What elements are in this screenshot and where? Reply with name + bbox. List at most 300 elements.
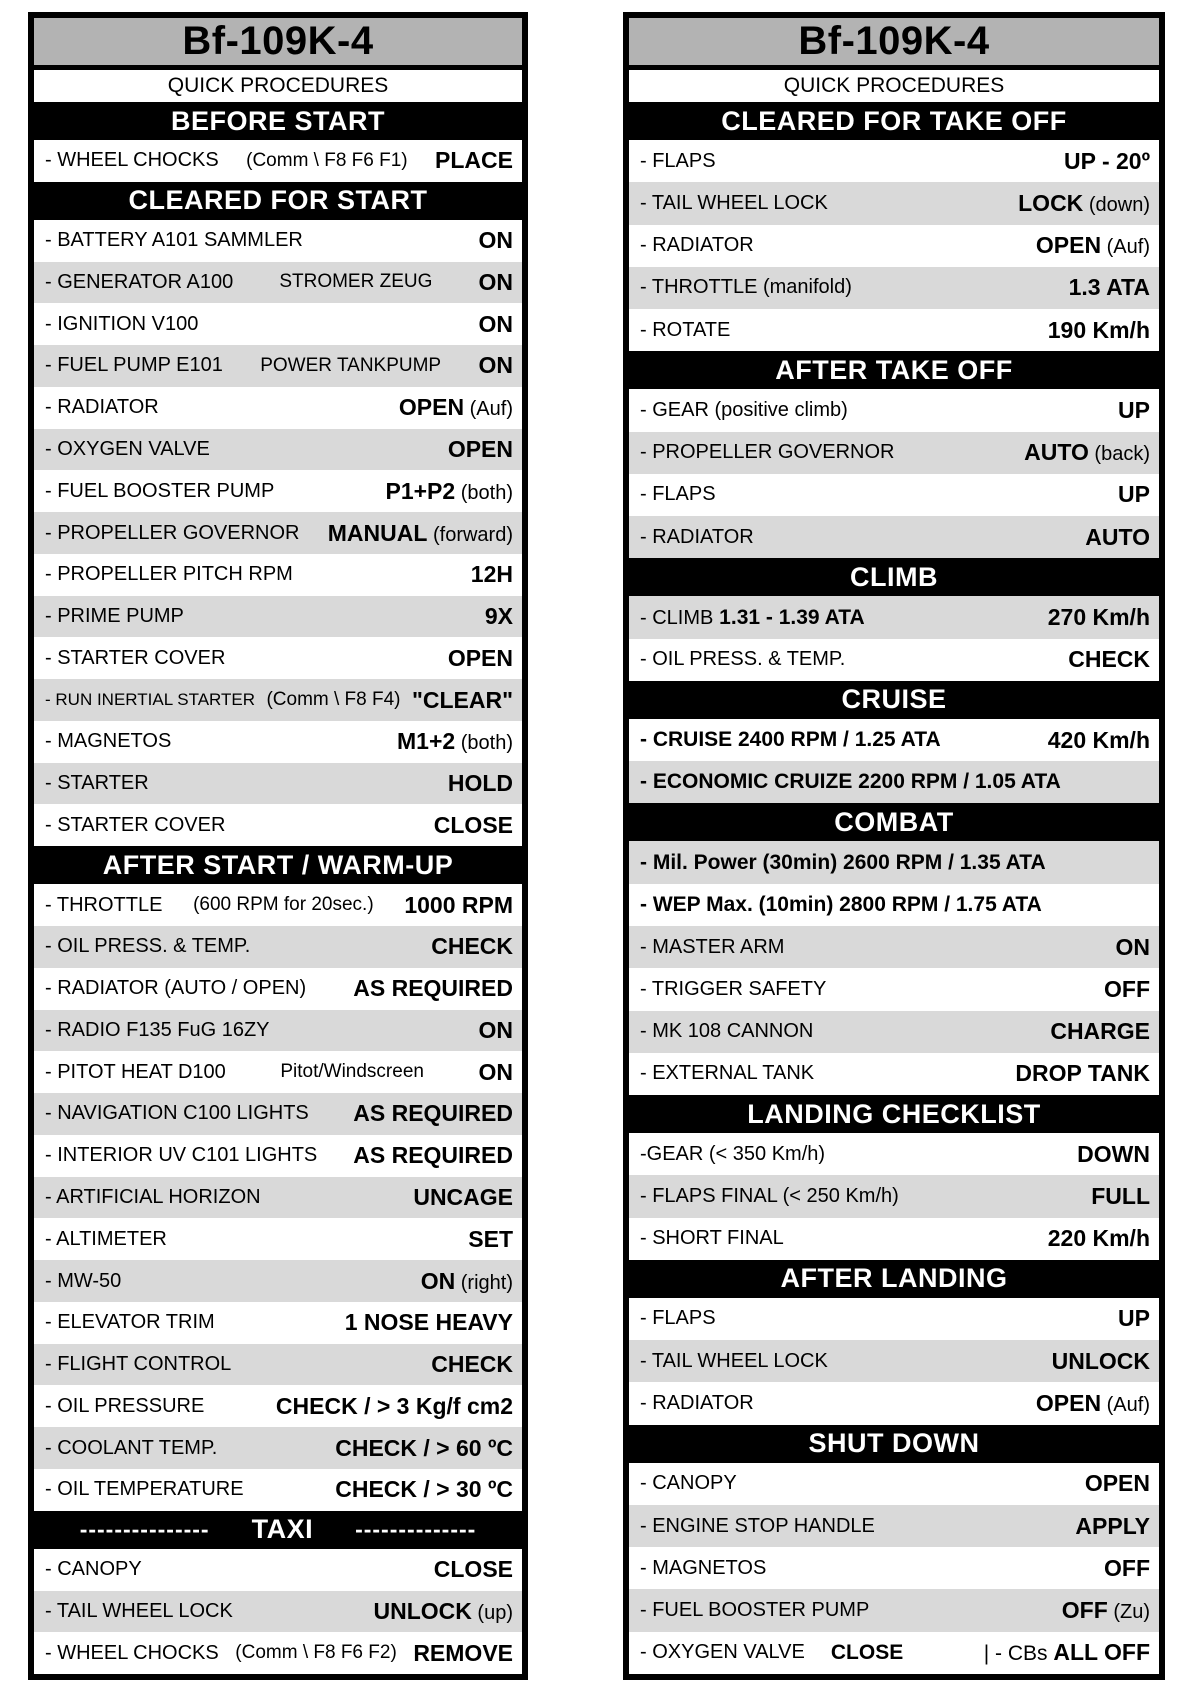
row-item-label: - FUEL PUMP E101 [45, 354, 223, 377]
row-item-label: - PROPELLER GOVERNOR [45, 521, 300, 544]
row-item-value [479, 311, 514, 338]
row-item-label: - SHORT FINAL [640, 1227, 784, 1250]
row-item-label: - OIL PRESS. & TEMP. [45, 935, 251, 958]
checklist-row [34, 554, 522, 596]
row-item-label: - ENGINE STOP HANDLE [640, 1514, 875, 1537]
row-item-value [413, 1640, 513, 1667]
row-item-mid: (Comm \ F8 F6 F1) [246, 149, 408, 171]
row-item-label: - RADIATOR [45, 396, 159, 419]
row-item-label: - FLAPS [640, 1307, 716, 1330]
row-item-value [421, 1268, 513, 1295]
checklist-row [629, 182, 1159, 224]
row-item-value-main: OPEN [1035, 1390, 1102, 1416]
row-item-label: - PROPELLER PITCH RPM [45, 563, 293, 586]
checklist-row [34, 763, 522, 805]
row-item-label: - OIL PRESSURE [45, 1394, 205, 1417]
checklist-row [629, 389, 1159, 431]
section-header-label: CLIMB [850, 561, 938, 592]
section-header [629, 681, 1159, 719]
row-item-value-main: P1+P2 [385, 477, 456, 504]
row-item-value [1048, 727, 1150, 754]
checklist-row [34, 429, 522, 471]
row-item-value-main: ON [478, 1016, 513, 1043]
section-header [34, 182, 522, 220]
row-item-mid [805, 1641, 984, 1665]
checklist-row [34, 140, 522, 182]
checklist-row [629, 267, 1159, 309]
row-item-value-main: 270 Km/h [1047, 604, 1150, 631]
row-item-value [471, 561, 513, 588]
checklist-row [629, 1589, 1159, 1631]
row-item-value [468, 1226, 513, 1253]
row-item-value [479, 269, 514, 296]
row-item-label: - CLIMB 1.31 - 1.39 ATA [640, 605, 865, 629]
section-header [629, 803, 1159, 841]
checklist-row [34, 470, 522, 512]
row-item-value-main: SET [468, 1225, 513, 1252]
row-item-value-main: OFF [1104, 1554, 1150, 1581]
checklist-row [629, 1218, 1159, 1260]
section-header [34, 846, 522, 884]
row-item-mid-bold: CLOSE [830, 1640, 904, 1664]
section-header [34, 1511, 522, 1549]
section-header-label: LANDING CHECKLIST [747, 1098, 1041, 1129]
row-item-label-bold: - WEP Max. (10min) 2800 RPM / 1.75 ATA [640, 892, 1042, 916]
row-item-value [1091, 1183, 1150, 1210]
card-subtitle: QUICK PROCEDURES [34, 70, 522, 102]
row-item-value [397, 728, 513, 755]
row-item-value [1052, 1348, 1150, 1375]
row-item-value [1018, 190, 1150, 217]
row-item-value [1116, 934, 1151, 961]
checklist-row [629, 1133, 1159, 1175]
row-item-value-note: (forward) [427, 523, 513, 546]
row-item-label: - NAVIGATION C100 LIGHTS [45, 1102, 309, 1125]
row-item-value [399, 394, 513, 421]
checklist-row [34, 262, 522, 304]
row-item-mid: POWER TANKPUMP [260, 354, 442, 376]
row-item-label: - MASTER ARM [640, 935, 785, 958]
row-item-value [479, 352, 514, 379]
checklist-row [629, 1011, 1159, 1053]
row-item-value [1104, 976, 1150, 1003]
section-header [629, 102, 1159, 140]
row-item-value [448, 436, 513, 463]
checklist-row [34, 596, 522, 638]
checklist-row [629, 1463, 1159, 1505]
section-header-label: COMBAT [834, 806, 954, 837]
row-item-value-main: REMOVE [413, 1639, 513, 1666]
row-item-value-main: ON [478, 1058, 513, 1085]
card-title: Bf-109K-4 [629, 18, 1159, 70]
row-item-value-main: 220 Km/h [1047, 1225, 1150, 1252]
checklist-row [629, 309, 1159, 351]
row-item-value-main: ALL OFF [1053, 1639, 1150, 1666]
checklist-row [34, 345, 522, 387]
checklist-row [629, 761, 1159, 803]
section-header [34, 102, 522, 140]
checklist-row [34, 1549, 522, 1591]
row-item-label: - OIL TEMPERATURE [45, 1478, 244, 1501]
row-item-label: - ALTIMETER [45, 1227, 167, 1250]
row-item-value-main: UP - 20º [1064, 147, 1150, 174]
row-item-value [1015, 1060, 1150, 1087]
row-item-label: - EXTERNAL TANK [640, 1062, 815, 1085]
row-item-value-note: (back) [1088, 443, 1150, 466]
checklist-row [629, 516, 1159, 558]
row-item-label [640, 851, 1046, 875]
row-item-label: - STARTER COVER [45, 813, 226, 836]
checklist-row [34, 1260, 522, 1302]
row-item-value-main: UNLOCK [373, 1597, 472, 1624]
row-item-label: - FLAPS [640, 483, 716, 506]
section-header [629, 558, 1159, 596]
row-item-label: - STARTER [45, 772, 149, 795]
row-item-value-main: 9X [484, 603, 513, 630]
section-header [629, 351, 1159, 389]
row-item-value-main: 1000 RPM [404, 891, 513, 918]
row-item-label: - RADIATOR [640, 1392, 754, 1414]
row-item-value-main: OPEN [447, 644, 513, 671]
row-item-value-main: CLOSE [433, 1556, 513, 1583]
row-item-label: - FUEL BOOSTER PUMP [640, 1599, 870, 1622]
checklist-row [34, 303, 522, 345]
row-item-value-main: AUTO [1024, 439, 1089, 466]
row-item-label: - TAIL WHEEL LOCK [640, 191, 828, 214]
row-item-label: - RUN INERTIAL STARTER [45, 690, 256, 710]
row-item-label: - RADIO F135 FuG 16ZY [45, 1018, 270, 1041]
row-item-value [353, 1142, 513, 1169]
row-item-value-note: (both) [455, 732, 513, 755]
checklist-row [34, 1218, 522, 1260]
checklist-row [34, 1344, 522, 1386]
row-item-value-main: FULL [1091, 1182, 1150, 1209]
checklist-row [34, 679, 522, 721]
section-header [629, 1260, 1159, 1298]
section-header-label: CLEARED FOR TAKE OFF [721, 105, 1067, 136]
checklist-row [629, 968, 1159, 1010]
row-item-value [385, 478, 513, 505]
checklist-row [34, 1302, 522, 1344]
row-item-label-bold: 1.31 - 1.39 ATA [713, 605, 865, 629]
row-item-value [1048, 604, 1150, 631]
row-item-value [1036, 1390, 1150, 1417]
row-item-label-bold: - Mil. Power (30min) 2600 RPM / 1.35 ATA [640, 850, 1046, 874]
row-item-label: - PRIME PUMP [45, 605, 184, 628]
checklist-row [629, 1053, 1159, 1095]
row-item-label: - OXYGEN VALVE [45, 437, 210, 460]
row-item-value-main: CHARGE [1050, 1018, 1150, 1045]
row-item-value [1085, 1470, 1150, 1497]
row-item-value-note: (Auf) [1101, 236, 1150, 259]
row-item-label: - ROTATE [640, 318, 731, 341]
row-item-value [479, 1017, 514, 1044]
row-item-value-note: (up) [471, 1601, 513, 1624]
row-item-value [276, 1393, 513, 1420]
row-item-value [1062, 1597, 1150, 1624]
checklist-row [34, 884, 522, 926]
row-item-value-main: CLOSE [433, 811, 513, 838]
row-item-label: - GENERATOR A100 [45, 270, 234, 293]
checklist-row [629, 474, 1159, 516]
checklist-row [629, 1382, 1159, 1424]
row-item-value-main: ON [478, 268, 513, 295]
row-item-label [640, 770, 1061, 794]
checklist-row [629, 1632, 1159, 1674]
row-item-value-prefix: | - CBs [983, 1642, 1054, 1666]
card-subtitle: QUICK PROCEDURES [629, 70, 1159, 102]
row-item-mid: STROMER ZEUG [279, 271, 433, 293]
row-item-label [640, 893, 1042, 917]
row-item-value [1064, 148, 1150, 175]
checklist-row [34, 1591, 522, 1633]
row-item-label: - FLAPS [640, 149, 716, 172]
checklist-card-left [28, 12, 528, 1680]
checklist-card-right [623, 12, 1165, 1680]
section-header [629, 1095, 1159, 1133]
section-header-label: CRUISE [841, 684, 947, 715]
row-item-value-main: OPEN [1084, 1470, 1150, 1497]
row-item-value [335, 1435, 513, 1462]
checklist-row [629, 639, 1159, 681]
checklist-row [34, 637, 522, 679]
checklist-row [629, 225, 1159, 267]
row-item-label: - FUEL BOOSTER PUMP [45, 479, 275, 502]
checklist-row [629, 1298, 1159, 1340]
row-item-label: - GEAR (positive climb) [640, 398, 848, 421]
row-item-value-note: (both) [455, 481, 513, 504]
checklist-row [629, 1175, 1159, 1217]
checklist-row [629, 841, 1159, 883]
row-item-label: - FLIGHT CONTROL [45, 1353, 232, 1376]
row-item-label: - PROPELLER GOVERNOR [640, 441, 895, 464]
section-header-label: SHUT DOWN [808, 1428, 980, 1459]
checklist-row [629, 1505, 1159, 1547]
checklist-row [629, 596, 1159, 638]
row-item-value [353, 1100, 513, 1127]
row-item-value-main: 12H [470, 561, 513, 588]
row-item-value-main: ON [478, 310, 513, 337]
row-item-value-main: 1 NOSE HEAVY [344, 1309, 513, 1336]
row-item-label: - THROTTLE [45, 893, 163, 916]
row-item-label: - BATTERY A101 SAMMLER [45, 229, 303, 252]
row-item-value [1118, 481, 1150, 508]
row-item-label: - OXYGEN VALVE [640, 1641, 805, 1664]
row-item-value-main: M1+2 [397, 728, 456, 755]
row-item-value [373, 1598, 513, 1625]
row-item-label-bold: - CRUISE 2400 RPM / 1.25 ATA [640, 728, 941, 752]
checklist-row [629, 140, 1159, 182]
row-item-value-note: (right) [455, 1271, 513, 1294]
row-item-value-main: ON [478, 352, 513, 379]
row-item-value-main: UP [1118, 1305, 1150, 1332]
section-header-label: BEFORE START [171, 105, 385, 136]
row-item-value-main: DROP TANK [1015, 1060, 1150, 1087]
row-item-value [1075, 1513, 1150, 1540]
row-item-label: - TAIL WHEEL LOCK [45, 1599, 233, 1622]
row-item-value-main: CHECK / > 30 ºC [335, 1476, 513, 1503]
header-dashes-right: -------------- [355, 1516, 477, 1543]
row-item-value-main: MANUAL [327, 519, 428, 546]
row-item-value-main: "CLEAR" [411, 686, 513, 713]
row-item-label-bold: - ECONOMIC CRUIZE 2200 RPM / 1.05 ATA [640, 770, 1061, 794]
row-item-value-main: 190 Km/h [1047, 316, 1150, 343]
row-item-label: - MW-50 [45, 1269, 122, 1292]
row-item-value [353, 975, 513, 1002]
row-item-value [448, 645, 513, 672]
row-item-value [1104, 1555, 1150, 1582]
row-item-label: - INTERIOR UV C101 LIGHTS [45, 1144, 318, 1167]
row-item-label: - RADIATOR (AUTO / OPEN) [45, 977, 307, 1000]
row-item-value [434, 812, 513, 839]
row-item-value-main: OPEN [1035, 232, 1102, 259]
row-item-value [435, 147, 513, 174]
row-item-value-main: ON [1115, 933, 1150, 960]
row-item-value-main: CHECK [431, 933, 513, 960]
header-dashes-left: --------------- [79, 1516, 210, 1543]
checklist-row [629, 1547, 1159, 1589]
row-item-value [479, 1059, 514, 1086]
row-item-value [328, 520, 513, 547]
row-item-label: - CANOPY [45, 1558, 142, 1581]
checklist-row [34, 1469, 522, 1511]
row-item-label [640, 728, 941, 752]
row-item-value-main: OFF [1061, 1597, 1108, 1624]
section-header [629, 1425, 1159, 1463]
row-item-value-note: (down) [1083, 193, 1150, 216]
row-item-value [434, 1556, 513, 1583]
row-item-value [485, 603, 513, 630]
row-item-value-main: ON [478, 227, 513, 254]
section-header-label: TAXI [251, 1514, 314, 1545]
row-item-label: - RADIATOR [640, 525, 754, 548]
row-item-label: - ELEVATOR TRIM [45, 1311, 215, 1334]
row-item-value [431, 1351, 513, 1378]
row-item-value-main: DOWN [1077, 1140, 1150, 1167]
card-title: Bf-109K-4 [34, 18, 522, 70]
row-item-label: - TRIGGER SAFETY [640, 977, 827, 1000]
row-item-mid: (Comm \ F8 F4) [266, 689, 401, 711]
row-item-value-main: LOCK [1018, 189, 1084, 216]
checklist-row [34, 1135, 522, 1177]
row-item-value-main: AUTO [1085, 523, 1150, 550]
row-item-label: - CANOPY [640, 1472, 737, 1495]
row-item-value [1048, 317, 1150, 344]
checklist-row [34, 1177, 522, 1219]
row-item-value-main: CHECK [1068, 646, 1150, 673]
row-item-label: - MAGNETOS [640, 1556, 767, 1579]
row-item-mid: Pitot/Windscreen [280, 1061, 424, 1083]
row-item-value-note: (Zu) [1107, 1601, 1150, 1624]
checklist-row [34, 926, 522, 968]
checklist-row [629, 926, 1159, 968]
row-item-value-main: CHECK / > 60 ºC [335, 1434, 513, 1461]
checklist-row [629, 432, 1159, 474]
checklist-row [629, 719, 1159, 761]
row-item-label: - OIL PRESS. & TEMP. [640, 648, 846, 671]
row-item-value-main: OPEN [398, 394, 465, 421]
checklist-row [34, 1632, 522, 1674]
row-item-label: - ARTIFICIAL HORIZON [45, 1185, 261, 1208]
section-header-label: AFTER LANDING [780, 1263, 1008, 1294]
row-item-label: - THROTTLE (manifold) [640, 276, 852, 299]
row-item-label: - TAIL WHEEL LOCK [640, 1349, 828, 1372]
row-item-value-main: AS REQUIRED [353, 1142, 513, 1169]
checklist-row [34, 968, 522, 1010]
row-item-value [1068, 646, 1150, 673]
checklist-row [34, 1051, 522, 1093]
checklist-row [34, 220, 522, 262]
checklist-row [34, 721, 522, 763]
row-item-label: -GEAR (< 350 Km/h) [640, 1142, 826, 1165]
row-item-value-main: AS REQUIRED [353, 1100, 513, 1127]
row-item-value-main: CHECK [431, 1351, 513, 1378]
row-item-label: - PITOT HEAT D100 [45, 1060, 226, 1083]
row-item-value [1048, 1225, 1150, 1252]
row-item-value [1077, 1141, 1150, 1168]
checklist-row [34, 1093, 522, 1135]
row-item-value [1118, 397, 1150, 424]
checklist-row [34, 1427, 522, 1469]
section-header-label: AFTER TAKE OFF [775, 354, 1013, 385]
row-item-value-note: (Auf) [464, 398, 513, 421]
row-item-mid: (600 RPM for 20sec.) [193, 894, 374, 916]
row-item-label: - FLAPS FINAL (< 250 Km/h) [640, 1184, 899, 1207]
row-item-value [413, 1184, 513, 1211]
row-item-value [404, 892, 513, 919]
row-item-value-main: AS REQUIRED [353, 975, 513, 1002]
row-item-label: - MAGNETOS [45, 730, 172, 753]
row-item-mid: (Comm \ F8 F6 F2) [235, 1642, 397, 1664]
row-item-value [345, 1309, 513, 1336]
row-item-value-note: (Auf) [1101, 1394, 1150, 1416]
row-item-label: - COOLANT TEMP. [45, 1436, 218, 1459]
row-item-label: - WHEEL CHOCKS [45, 149, 219, 172]
row-item-value [479, 227, 514, 254]
row-item-value-main: OPEN [447, 435, 513, 462]
section-header-label: AFTER START / WARM-UP [102, 849, 454, 880]
row-item-value [1024, 439, 1150, 466]
row-item-value [984, 1639, 1150, 1666]
checklist-row [34, 1010, 522, 1052]
checklist-row [629, 1340, 1159, 1382]
row-item-value-main: 1.3 ATA [1068, 274, 1150, 301]
row-item-label: - IGNITION V100 [45, 312, 199, 335]
row-item-value-main: CHECK / > 3 Kg/f cm2 [275, 1392, 513, 1419]
section-header-label: CLEARED FOR START [128, 185, 428, 216]
checklist-row [34, 1385, 522, 1427]
row-item-value [1085, 524, 1150, 551]
row-item-value [1118, 1305, 1150, 1332]
checklist-row [34, 387, 522, 429]
row-item-value-main: UNCAGE [413, 1183, 513, 1210]
row-item-label: - MK 108 CANNON [640, 1020, 814, 1043]
row-item-value [335, 1476, 513, 1503]
checklist-row [34, 512, 522, 554]
row-item-value [1050, 1018, 1150, 1045]
row-item-value-main: UP [1118, 396, 1150, 423]
row-item-value-main: OFF [1104, 975, 1150, 1002]
row-item-value-main: UP [1118, 481, 1150, 508]
row-item-value [1069, 274, 1150, 301]
row-item-value-main: UNLOCK [1051, 1347, 1150, 1374]
row-item-value-main: ON [420, 1267, 456, 1294]
checklist-row [34, 804, 522, 846]
row-item-value [448, 770, 513, 797]
row-item-value-main: HOLD [447, 770, 513, 797]
row-item-label: - RADIATOR [640, 234, 754, 257]
row-item-label: - STARTER COVER [45, 646, 226, 669]
